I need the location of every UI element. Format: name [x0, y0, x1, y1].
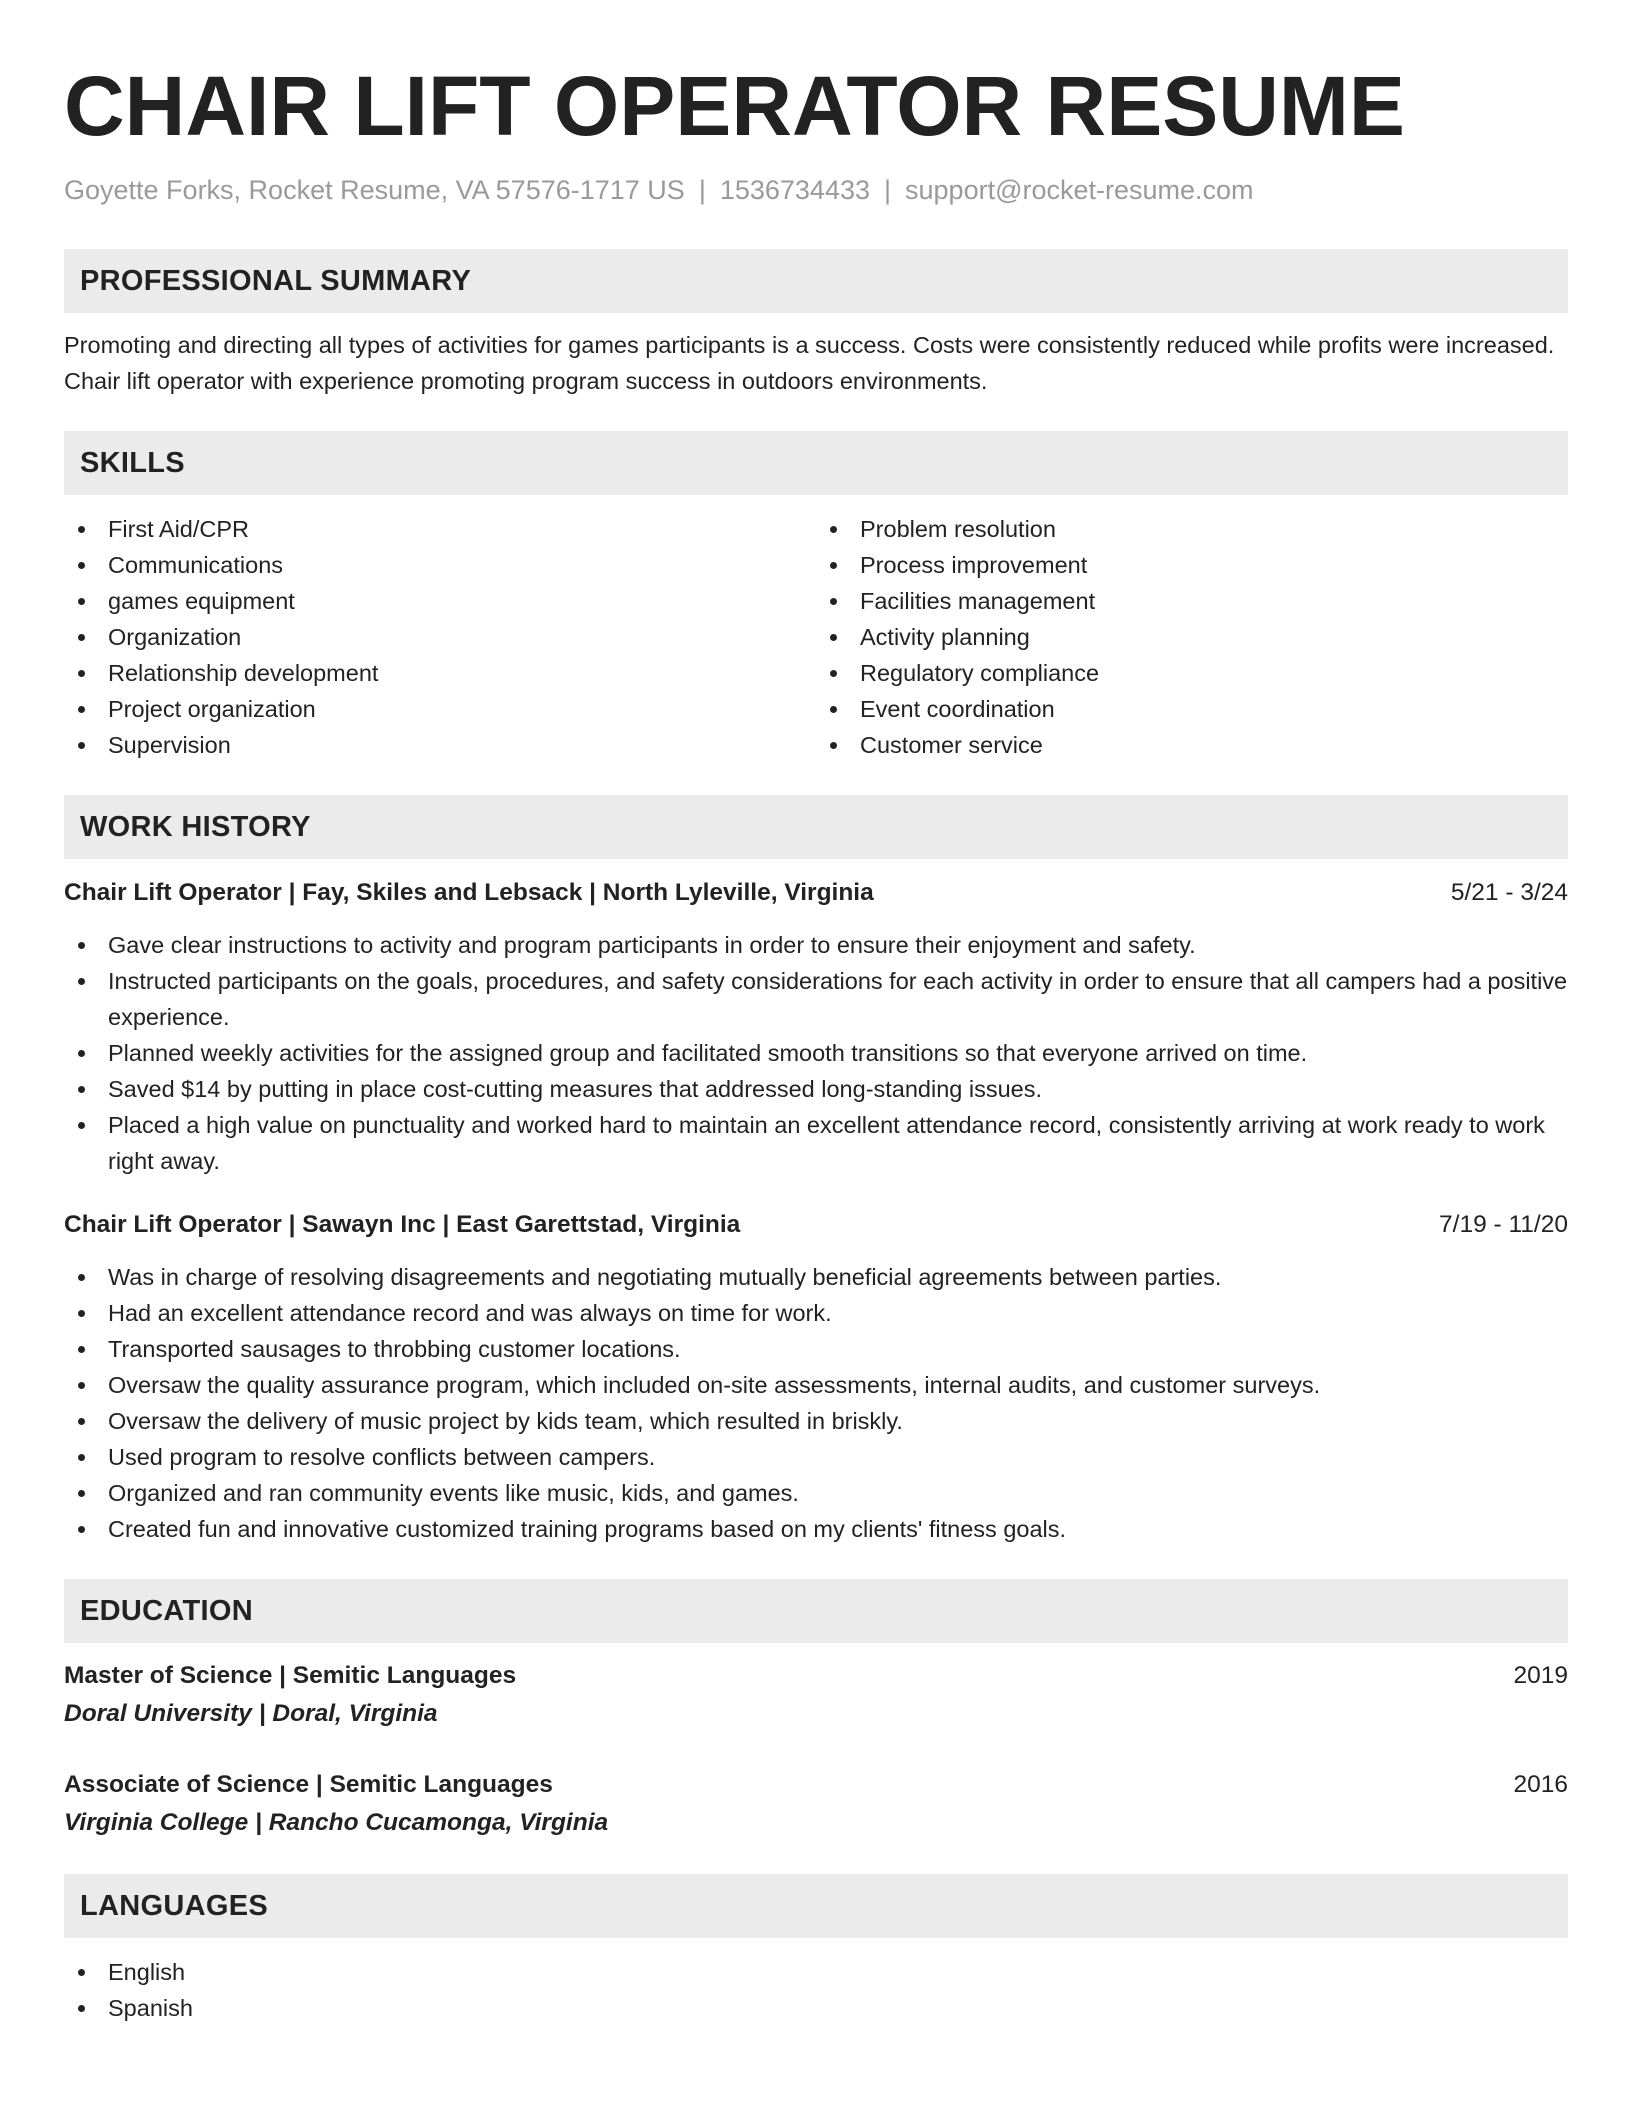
- skill-item: Project organization: [64, 691, 816, 727]
- skill-item: Relationship development: [64, 655, 816, 691]
- language-item: English: [64, 1954, 1568, 1990]
- education-school: Virginia College | Rancho Cucamonga, Virginia: [64, 1809, 609, 1836]
- skill-item: Communications: [64, 547, 816, 583]
- job-header: [64, 1207, 1568, 1243]
- contact-separator: |: [698, 175, 706, 205]
- education-heading: EDUCATION: [64, 1579, 1568, 1643]
- job-bullet: Instructed participants on the goals, procedures, and safety considerations for each activity in order to ensure that all campers had a positive experience.: [64, 963, 1568, 1035]
- summary-heading: PROFESSIONAL SUMMARY: [64, 249, 1568, 313]
- skill-item: First Aid/CPR: [64, 511, 816, 547]
- job-dates: 5/21 - 3/24: [1450, 879, 1568, 906]
- contact-separator: |: [884, 175, 892, 205]
- skill-item: Organization: [64, 619, 816, 655]
- summary-section: [64, 249, 1568, 399]
- contact-line: [64, 170, 1568, 210]
- job-bullets: [64, 927, 1568, 1179]
- language-item: Spanish: [64, 1990, 1568, 2026]
- skill-item: Activity planning: [816, 619, 1568, 655]
- skill-item: Problem resolution: [816, 511, 1568, 547]
- education-degree: Master of Science | Semitic Languages: [64, 1662, 517, 1689]
- job-bullets: [64, 1259, 1568, 1547]
- contact-phone: 1536734433: [719, 175, 870, 205]
- skills-columns: [64, 511, 1568, 763]
- job-bullet: Transported sausages to throbbing customer locations.: [64, 1331, 1568, 1367]
- languages-section: [64, 1874, 1568, 2026]
- job-bullet: Placed a high value on punctuality and worked hard to maintain an excellent attendance record, consistently arriving at work ready to work right away.: [64, 1107, 1568, 1179]
- job-bullet: Planned weekly activities for the assigned group and facilitated smooth transitions so that everyone arrived on time.: [64, 1035, 1568, 1071]
- job-header: [64, 875, 1568, 911]
- skill-item: games equipment: [64, 583, 816, 619]
- skill-item: Customer service: [816, 727, 1568, 763]
- job-bullet: Saved $14 by putting in place cost-cutting measures that addressed long-standing issues.: [64, 1071, 1568, 1107]
- job-bullet: Created fun and innovative customized training programs based on my clients' fitness goals.: [64, 1511, 1568, 1547]
- job-bullet: Oversaw the delivery of music project by kids team, which resulted in briskly.: [64, 1403, 1568, 1439]
- skill-item: Supervision: [64, 727, 816, 763]
- job-title: Chair Lift Operator | Fay, Skiles and Lebsack | North Lyleville, Virginia: [64, 879, 874, 906]
- education-header: [64, 1657, 1568, 1695]
- contact-email: support@rocket-resume.com: [905, 175, 1254, 205]
- languages-heading: LANGUAGES: [64, 1874, 1568, 1938]
- job-entry: [64, 1207, 1568, 1547]
- skill-item: Regulatory compliance: [816, 655, 1568, 691]
- education-year: 2016: [1513, 1771, 1568, 1798]
- education-degree: Associate of Science | Semitic Languages: [64, 1771, 553, 1798]
- skill-item: Event coordination: [816, 691, 1568, 727]
- education-school: Doral University | Doral, Virginia: [64, 1700, 438, 1727]
- skills-right-list: [816, 511, 1568, 763]
- education-year: 2019: [1513, 1662, 1568, 1689]
- education-section: [64, 1579, 1568, 1842]
- education-entry: [64, 1766, 1568, 1842]
- skill-item: Facilities management: [816, 583, 1568, 619]
- job-bullet: Organized and ran community events like music, kids, and games.: [64, 1475, 1568, 1511]
- education-entry: [64, 1657, 1568, 1733]
- job-title: Chair Lift Operator | Sawayn Inc | East Garettstad, Virginia: [64, 1211, 741, 1238]
- job-dates: 7/19 - 11/20: [1439, 1211, 1568, 1238]
- job-entry: [64, 875, 1568, 1179]
- skills-left-list: [64, 511, 816, 763]
- languages-list: [64, 1954, 1568, 2026]
- job-bullet: Gave clear instructions to activity and program participants in order to ensure their enjoyment and safety.: [64, 927, 1568, 963]
- job-bullet: Oversaw the quality assurance program, which included on-site assessments, internal audits, and customer surveys.: [64, 1367, 1568, 1403]
- job-bullet: Was in charge of resolving disagreements and negotiating mutually beneficial agreements between parties.: [64, 1259, 1568, 1295]
- job-bullet: Used program to resolve conflicts between campers.: [64, 1439, 1568, 1475]
- skill-item: Process improvement: [816, 547, 1568, 583]
- contact-address: Goyette Forks, Rocket Resume, VA 57576-1717 US: [64, 175, 685, 205]
- skills-heading: SKILLS: [64, 431, 1568, 495]
- summary-text: Promoting and directing all types of activities for games participants is a success. Costs were consistently reduced while profits were increased. Chair lift operator with experience promoting program success in outdoors environments.: [64, 332, 1555, 394]
- skills-section: [64, 431, 1568, 763]
- resume-title: CHAIR LIFT OPERATOR RESUME: [64, 59, 1405, 153]
- work-heading: WORK HISTORY: [64, 795, 1568, 859]
- work-section: [64, 795, 1568, 1547]
- education-header: [64, 1766, 1568, 1804]
- job-bullet: Had an excellent attendance record and was always on time for work.: [64, 1295, 1568, 1331]
